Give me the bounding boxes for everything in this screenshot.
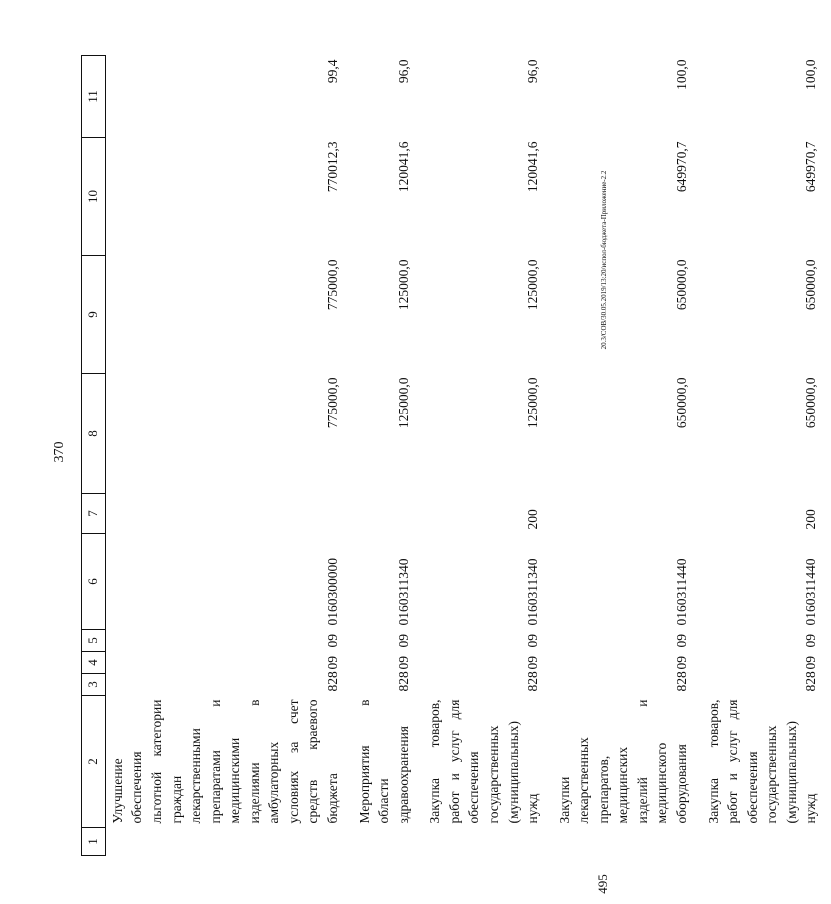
row-admin-code: 828 xyxy=(395,671,411,692)
footer-page-number: 495 xyxy=(595,874,610,894)
header-cell: 4 xyxy=(82,652,106,674)
row-name: Закупка товаров, работ и услуг для обеспечения государственных (муниципальных) нужд xyxy=(427,699,541,824)
header-cell: 2 xyxy=(82,696,106,828)
row-value-11: 100,0 xyxy=(803,59,819,90)
row-expense-type: 200 xyxy=(803,509,819,530)
header-cell: 9 xyxy=(82,256,106,374)
row-name: Улучшение обеспечения льготной категории граждан лекарственными препаратами и медицинскими изделиями в амбулаторных условиях за счет средств краевого бюджета xyxy=(109,699,341,824)
row-value-9: 125000,0 xyxy=(395,259,411,311)
document-side-note: 20.3/СОВ/30.05.2019/13:20/испол-бюджета-Приложение-2.2 xyxy=(600,170,608,350)
row-target-code: 0160311440 xyxy=(674,558,690,626)
row-section-code: 09 xyxy=(325,656,341,670)
table-row xyxy=(105,56,352,856)
table-row xyxy=(553,56,702,856)
row-value-11: 96,0 xyxy=(395,59,411,84)
row-name: Закупки лекарственных препаратов, медицинских изделий и медицинского оборудования xyxy=(556,699,690,824)
row-subsection-code: 09 xyxy=(395,634,411,648)
row-index-cell xyxy=(553,828,702,856)
row-value-9: 650000,0 xyxy=(674,259,690,311)
row-index-cell xyxy=(423,828,552,856)
header-cell: 5 xyxy=(82,630,106,652)
table-header-row xyxy=(82,56,106,856)
table-row xyxy=(423,56,552,856)
row-value-10: 649970,7 xyxy=(674,141,690,193)
row-subsection-code: 09 xyxy=(325,634,341,648)
row-target-code: 0160311440 xyxy=(803,558,819,626)
row-value-9: 650000,0 xyxy=(803,259,819,311)
row-name: Закупка товаров, работ и услуг для обеспечения государственных (муниципальных) нужд xyxy=(705,699,819,824)
budget-table xyxy=(81,55,831,856)
row-value-8: 650000,0 xyxy=(674,377,690,429)
header-cell: 3 xyxy=(82,674,106,696)
row-value-11: 99,4 xyxy=(325,59,341,84)
header-cell: 1 xyxy=(82,828,106,856)
row-value-8: 775000,0 xyxy=(325,377,341,429)
header-cell: 11 xyxy=(82,56,106,138)
table-row xyxy=(702,56,831,856)
header-cell: 7 xyxy=(82,494,106,534)
row-section-code: 09 xyxy=(674,656,690,670)
row-section-code: 09 xyxy=(803,656,819,670)
row-admin-code: 828 xyxy=(325,671,341,692)
row-value-10: 770012,3 xyxy=(325,141,341,193)
header-cell: 6 xyxy=(82,534,106,630)
row-subsection-code: 09 xyxy=(803,634,819,648)
row-value-11: 100,0 xyxy=(674,59,690,90)
row-value-9: 775000,0 xyxy=(325,259,341,311)
row-index-cell xyxy=(702,828,831,856)
header-cell: 10 xyxy=(82,138,106,256)
row-name: Мероприятия в области здравоохранения xyxy=(356,699,411,824)
row-index-cell xyxy=(353,828,424,856)
row-index-cell xyxy=(105,828,352,856)
row-subsection-code: 09 xyxy=(525,634,541,648)
row-value-8: 125000,0 xyxy=(525,377,541,429)
row-value-8: 125000,0 xyxy=(395,377,411,429)
row-value-10: 120041,6 xyxy=(395,141,411,193)
row-target-code: 0160311340 xyxy=(395,558,411,626)
row-value-10: 120041,6 xyxy=(525,141,541,193)
row-value-8: 650000,0 xyxy=(803,377,819,429)
table-row xyxy=(353,56,424,856)
row-section-code: 09 xyxy=(395,656,411,670)
row-value-10: 649970,7 xyxy=(803,141,819,193)
row-expense-type xyxy=(105,494,352,534)
row-admin-code: 828 xyxy=(674,671,690,692)
row-value-11: 96,0 xyxy=(525,59,541,84)
row-expense-type xyxy=(353,494,424,534)
row-expense-type: 200 xyxy=(525,509,541,530)
row-value-9: 125000,0 xyxy=(525,259,541,311)
row-target-code: 0160300000 xyxy=(325,558,341,626)
row-target-code: 0160311340 xyxy=(525,558,541,626)
row-subsection-code: 09 xyxy=(674,634,690,648)
row-admin-code: 828 xyxy=(803,671,819,692)
row-admin-code: 828 xyxy=(525,671,541,692)
row-expense-type xyxy=(553,494,702,534)
header-cell: 8 xyxy=(82,374,106,494)
page-number: 370 xyxy=(52,441,67,463)
row-section-code: 09 xyxy=(525,656,541,670)
